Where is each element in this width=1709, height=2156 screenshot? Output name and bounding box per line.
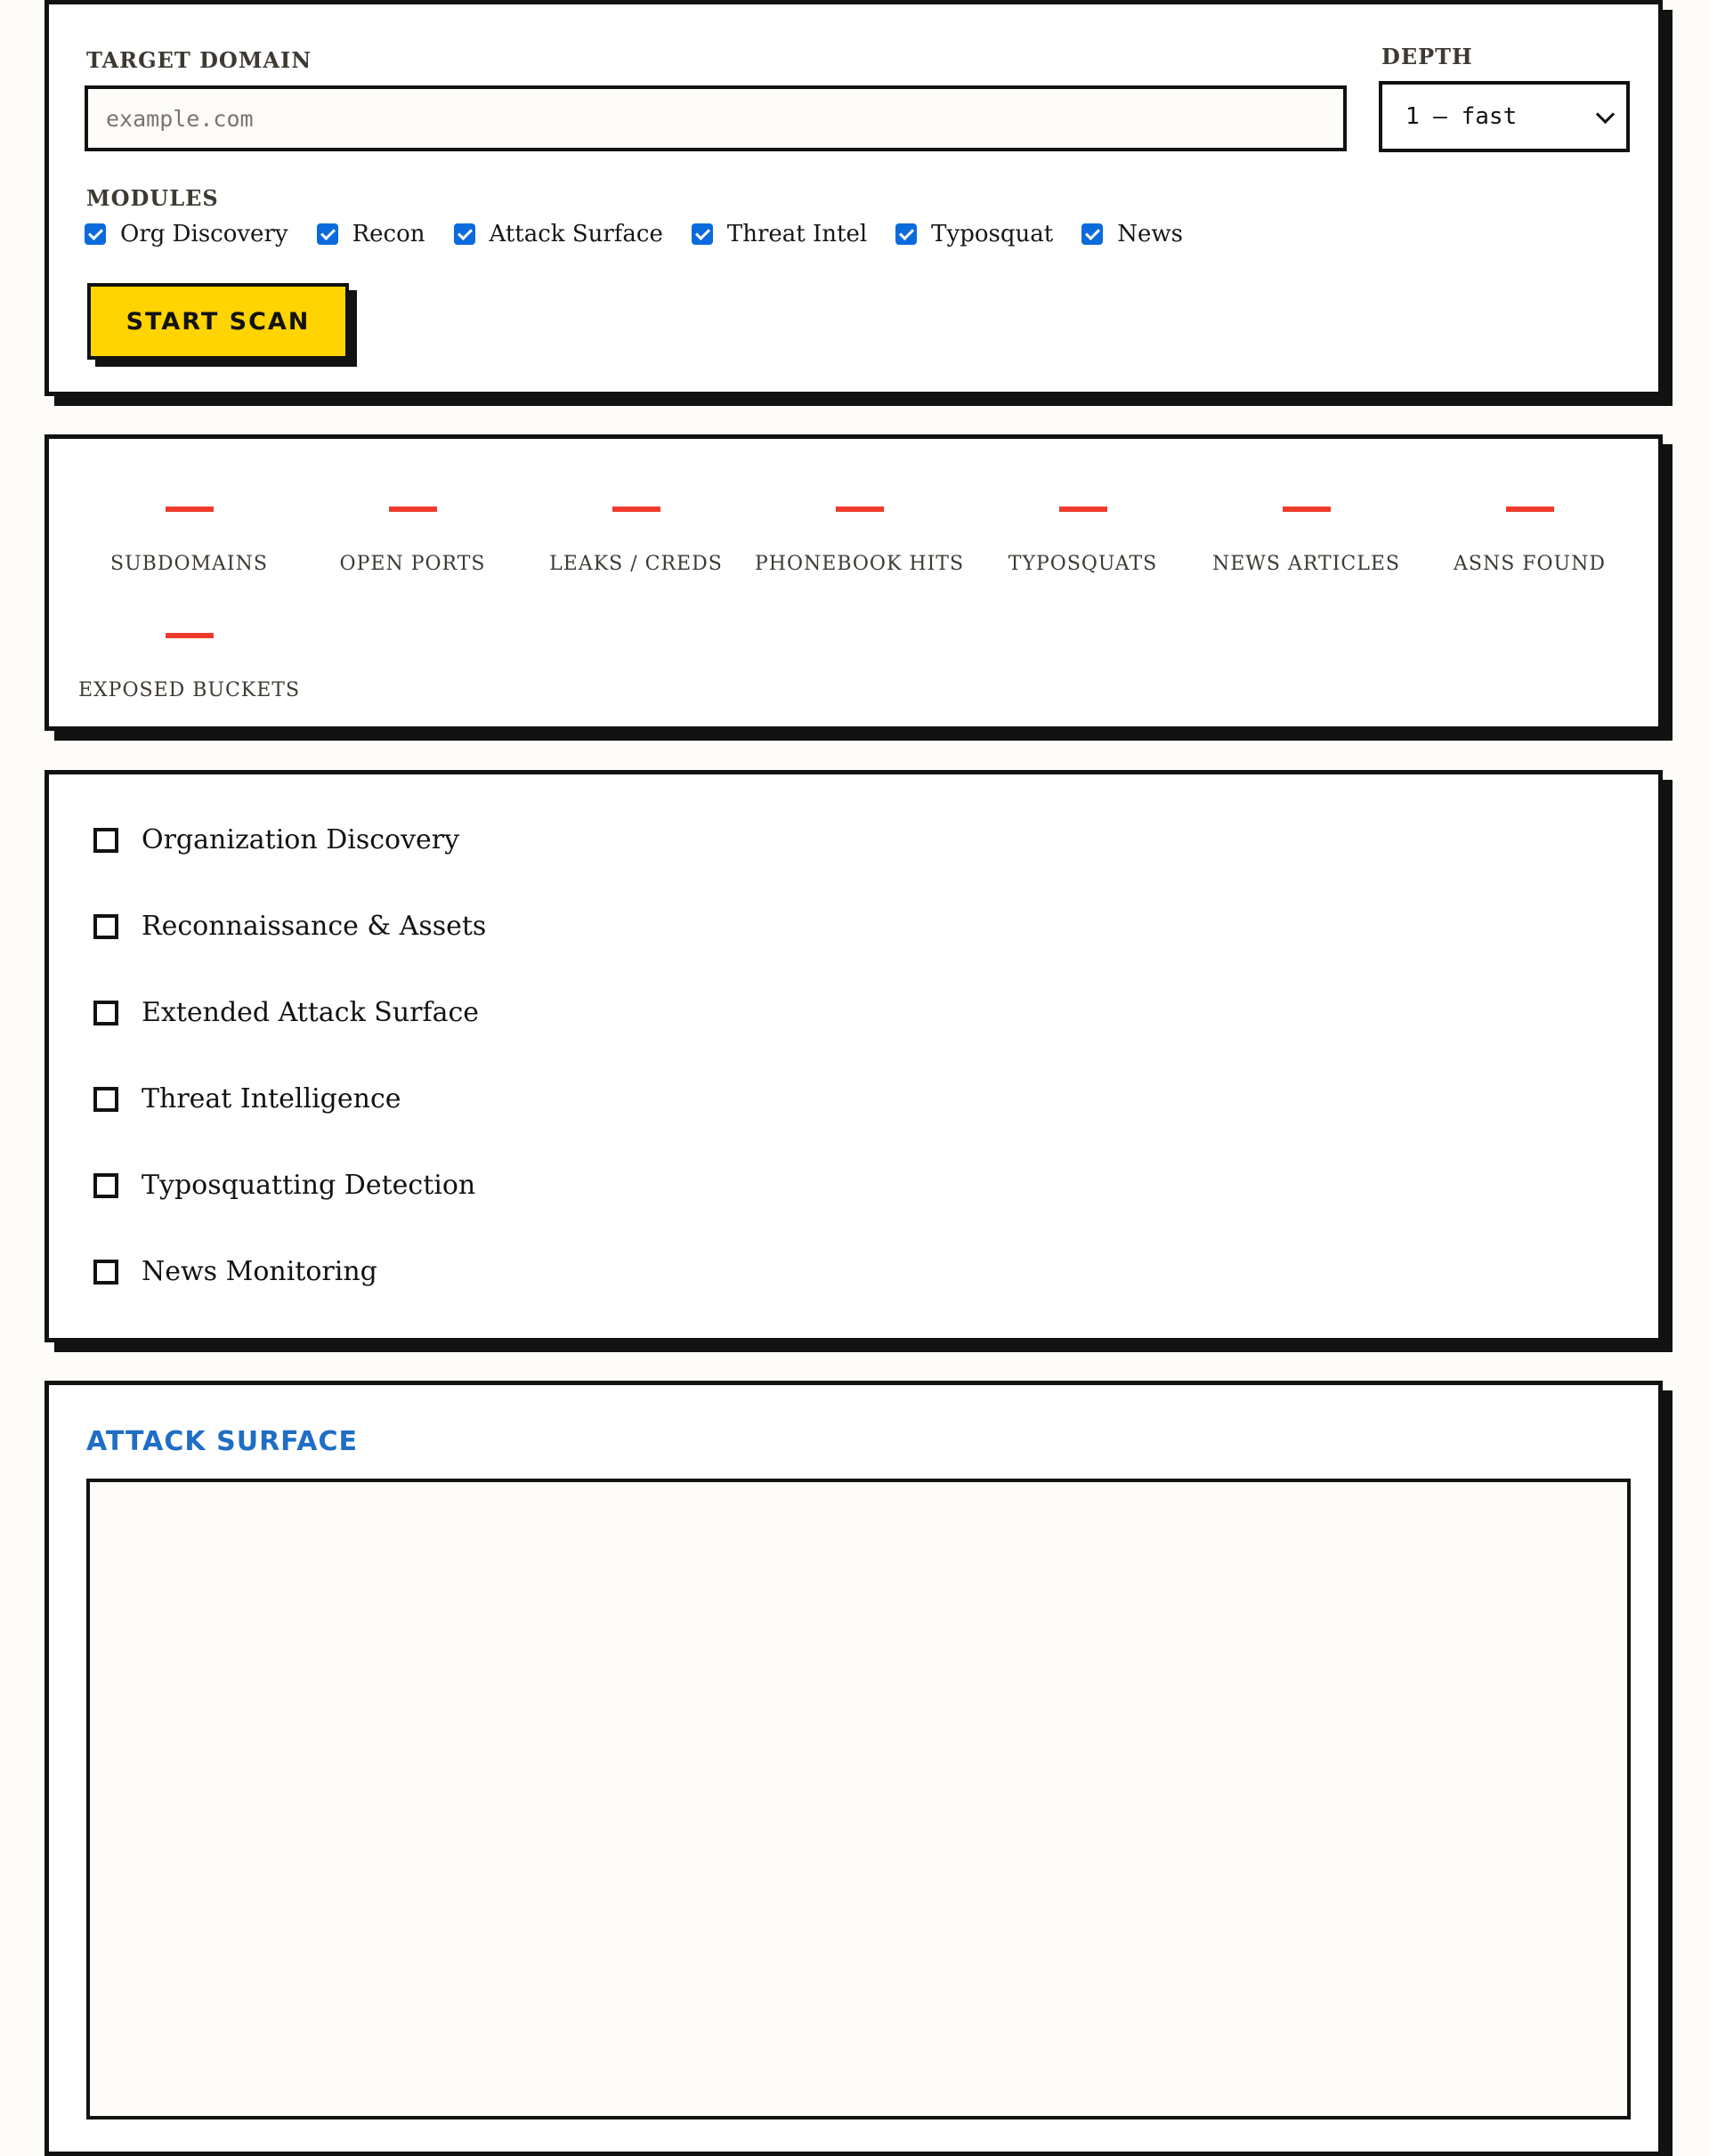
stat-label: SUBDOMAINS [110, 553, 268, 575]
scan-config-panel [45, 0, 1663, 396]
checkbox-checked-icon[interactable] [895, 223, 917, 245]
checkbox-empty-icon [93, 1001, 118, 1025]
stat-label: LEAKS / CREDS [549, 553, 723, 575]
scan-progress-panel [45, 770, 1663, 1342]
step-label: Extended Attack Surface [142, 997, 480, 1028]
stat-value-placeholder [166, 507, 214, 512]
stat-value-placeholder [612, 507, 660, 512]
stat-value-placeholder [389, 507, 437, 512]
module-recon[interactable] [317, 221, 425, 247]
step-extended-attack-surface [93, 997, 479, 1028]
start-scan-button[interactable]: START SCAN [87, 283, 349, 360]
checkbox-checked-icon[interactable] [454, 223, 475, 245]
stat-label: TYPOSQUATS [1008, 553, 1158, 575]
checkbox-checked-icon[interactable] [317, 223, 338, 245]
module-label: Typosquat [931, 221, 1054, 247]
stat-value-placeholder [836, 507, 884, 512]
depth-selected-value: 1 — fast [1405, 103, 1518, 130]
module-label: News [1117, 221, 1183, 247]
stat-subdomains [77, 507, 301, 575]
module-label: Attack Surface [489, 221, 663, 247]
module-threat-intel[interactable] [692, 221, 867, 247]
checkbox-empty-icon [93, 1260, 118, 1285]
checkbox-empty-icon [93, 1173, 118, 1198]
checkbox-checked-icon[interactable] [1081, 223, 1103, 245]
target-domain-input[interactable] [85, 85, 1347, 151]
modules-label: MODULES [86, 185, 219, 211]
stat-label: EXPOSED BUCKETS [77, 679, 301, 701]
stat-open-ports [301, 507, 524, 575]
module-label: Threat Intel [726, 221, 868, 247]
module-label: Org Discovery [120, 221, 288, 247]
stat-typosquats [971, 507, 1195, 575]
checkbox-empty-icon [93, 828, 118, 853]
stat-value-placeholder [166, 633, 214, 638]
step-label: News Monitoring [142, 1256, 377, 1287]
chevron-down-icon [1596, 105, 1615, 124]
stat-exposed-buckets [77, 633, 301, 701]
checkbox-empty-icon [93, 914, 118, 939]
stat-label: PHONEBOOK HITS [754, 553, 965, 575]
step-threat-intelligence [93, 1083, 401, 1114]
stats-panel [45, 434, 1663, 731]
step-label: Threat Intelligence [142, 1083, 401, 1114]
module-org-discovery[interactable] [85, 221, 288, 247]
stat-news-articles [1195, 507, 1418, 575]
step-reconnaissance-assets [93, 911, 486, 942]
stat-label: NEWS ARTICLES [1212, 553, 1400, 575]
depth-label: DEPTH [1381, 44, 1473, 69]
step-label: Organization Discovery [142, 824, 460, 855]
module-typosquat[interactable] [895, 221, 1053, 247]
attack-surface-title: ATTACK SURFACE [86, 1426, 358, 1457]
stat-value-placeholder [1059, 507, 1107, 512]
step-typosquatting-detection [93, 1170, 475, 1201]
stat-value-placeholder [1506, 507, 1554, 512]
module-news[interactable] [1081, 221, 1183, 247]
stat-label: OPEN PORTS [339, 553, 486, 575]
module-attack-surface[interactable] [454, 221, 663, 247]
target-domain-label: TARGET DOMAIN [86, 47, 312, 73]
step-news-monitoring [93, 1256, 377, 1287]
step-organization-discovery [93, 824, 459, 855]
step-label: Reconnaissance & Assets [142, 911, 487, 942]
stat-label: ASNS FOUND [1453, 553, 1606, 575]
stat-value-placeholder [1283, 507, 1331, 512]
module-checkbox-list [85, 221, 1211, 247]
stat-phonebook-hits [748, 507, 971, 575]
attack-surface-panel [45, 1381, 1663, 2156]
step-label: Typosquatting Detection [142, 1170, 476, 1201]
stat-asns-found [1418, 507, 1641, 575]
checkbox-empty-icon [93, 1087, 118, 1112]
depth-select[interactable] [1379, 81, 1630, 152]
checkbox-checked-icon[interactable] [85, 223, 106, 245]
stat-leaks-creds [524, 507, 748, 575]
module-label: Recon [352, 221, 425, 247]
attack-surface-graph-area[interactable] [86, 1479, 1631, 2120]
checkbox-checked-icon[interactable] [692, 223, 713, 245]
